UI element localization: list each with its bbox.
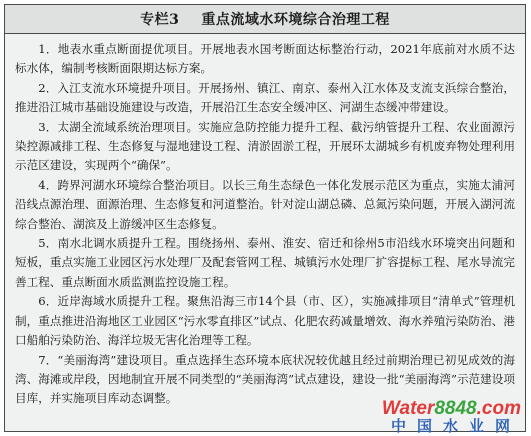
paragraph-5: 5．南水北调水质提升工程。围绕扬州、泰州、淮安、宿迁和徐州5市沿线水环境突出问题和短板，重点实施工业园区污水处理厂及配套管网工程、城镇污水处理厂扩容提标工程、尾水导流完善工程、重点断面水质监测监控设施工程。	[15, 236, 515, 289]
watermark-letters: Water	[381, 398, 435, 419]
column-label: 专栏3	[140, 12, 180, 28]
watermark-chinese: 中国水业网	[390, 417, 521, 435]
column-body	[5, 34, 525, 409]
column-title: 重点流域水环境综合治理工程	[201, 12, 390, 28]
paragraph-3: 3．太湖全流域系统治理项目。实施应急防控能力提升工程、截污纳管提升工程、农业面源污染控源减排工程、生态修复与湿地建设工程、清淤固淤工程，开展环太湖城乡有机废弃物处理利用示范区建设，实现两个“确保”。	[15, 119, 515, 173]
paragraph-1: 1．地表水重点断面提优项目。开展地表水国考断面达标整治行动，2021年底前对水质不达标水体，编制考核断面限期达标方案。	[15, 42, 515, 76]
watermark-number: 8848	[434, 398, 477, 419]
paragraph-7: 7．“美丽海湾”建设项目。重点选择生态环境本底状况较优越且经过前期治理已初见成效的海湾、海滩或岸段，因地制宜开展不同类型的“美丽海湾”试点建设，建设一批“美丽海湾”示范建设项目库，并实施项目库动态调整。	[15, 352, 515, 406]
column-box	[4, 4, 526, 432]
paragraph-6: 6．近岸海域水质提升工程。聚焦沿海三市14个县（市、区），实施减排项目“清单式”管理机制，重点推进沿海地区工业园区“污水零直排区”试点、化肥农药减量增效、海水养殖污染防治、港口船舶污染防治、海洋垃圾无害化治理等工程。	[15, 294, 515, 348]
paragraph-2: 2．入江支流水环境提升项目。开展扬州、镇江、南京、泰州入江水体及支流支浜综合整治，推进沿江城市基础设施建设与改造，开展沿江生态安全缓冲区、河湖生态缓冲带建设。	[15, 80, 515, 115]
watermark-tld: .com	[476, 398, 521, 419]
column-header	[5, 5, 525, 34]
paragraph-4: 4．跨界河湖水环境综合整治项目。以长三角生态绿色一体化发展示范区为重点，实施太浦河沿线点源治理、面源治理、生态修复和河道整治。针对淀山湖总磷、总氮污染问题，开展入湖河流综合整治、湖滨及上游缓冲区生态修复。	[15, 177, 515, 231]
